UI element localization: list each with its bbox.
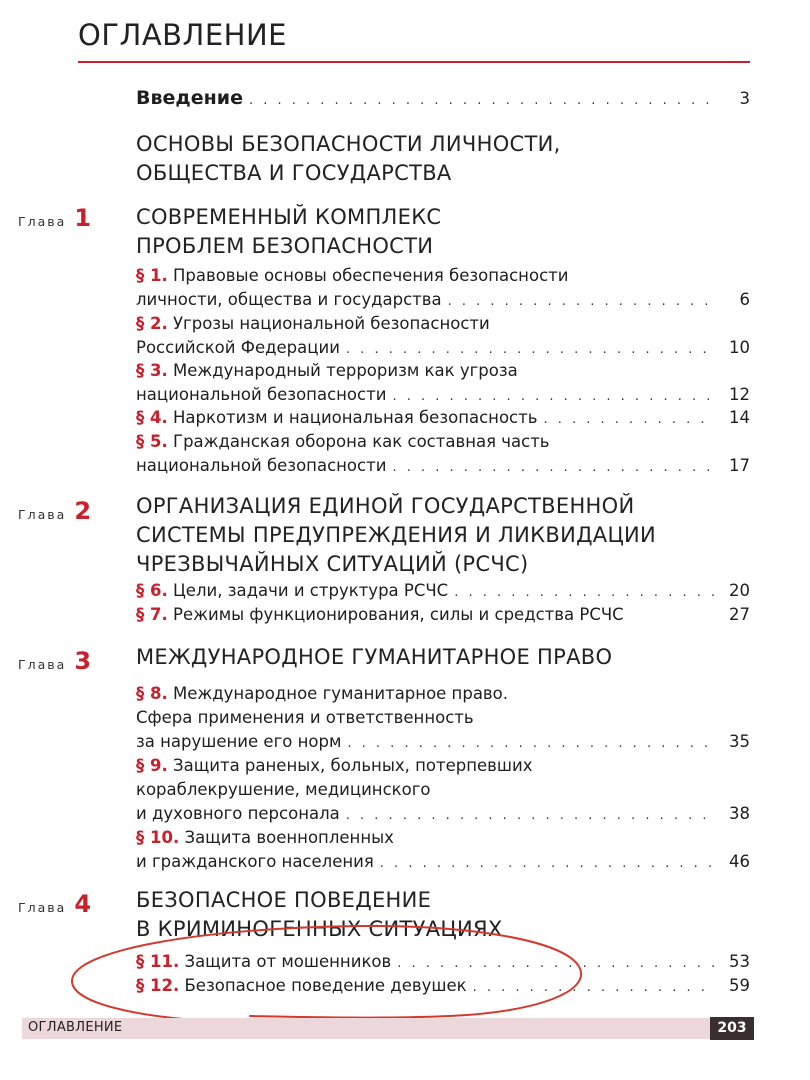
section-text: Защита от мошенников — [184, 952, 392, 971]
page-number: 46 — [729, 852, 750, 871]
chapter-word: Глава — [18, 900, 67, 915]
section-number: § 2. — [136, 314, 168, 333]
chapter-number: 1 — [74, 204, 92, 232]
section-5-line[interactable] — [136, 430, 550, 454]
leader-dots — [347, 732, 716, 756]
section-1-entry[interactable] — [136, 288, 750, 312]
section-number: § 12. — [136, 976, 180, 995]
footer-page-number: 203 — [710, 1017, 754, 1040]
section-4-entry[interactable] — [136, 406, 750, 430]
chapter-tag-3 — [18, 647, 91, 675]
section-7-entry[interactable] — [136, 603, 750, 627]
page-number: 17 — [729, 456, 750, 475]
leader-dots — [543, 408, 716, 432]
section-number: § 8. — [136, 684, 168, 703]
chapter-word: Глава — [18, 657, 67, 672]
chapter-title-line: БЕЗОПАСНОЕ ПОВЕДЕНИЕ — [136, 888, 432, 912]
leader-dots — [454, 581, 716, 605]
section-8-line[interactable]: Сфера применения и ответственность — [136, 708, 474, 727]
section-3-line[interactable] — [136, 359, 518, 383]
part-title-line: ОБЩЕСТВА И ГОСУДАРСТВА — [136, 161, 452, 185]
chapter-title-1[interactable] — [136, 203, 441, 261]
section-12-entry[interactable] — [136, 974, 750, 998]
section-text: Правовые основы обеспечения безопасности — [173, 266, 569, 285]
section-number: § 5. — [136, 432, 168, 451]
section-10-entry[interactable] — [136, 850, 750, 874]
chapter-title-2[interactable] — [136, 492, 656, 579]
section-number: § 9. — [136, 756, 168, 775]
page-number: 20 — [729, 581, 750, 600]
page-number: 3 — [739, 89, 750, 108]
heading-rule — [78, 61, 750, 63]
section-text: Защита военнопленных — [184, 828, 394, 847]
chapter-title-line: ПРОБЛЕМ БЕЗОПАСНОСТИ — [136, 234, 434, 258]
section-2-entry[interactable] — [136, 336, 750, 360]
section-11-entry[interactable] — [136, 950, 750, 974]
section-10-line[interactable] — [136, 826, 394, 850]
page-number: 14 — [729, 408, 750, 427]
chapter-tag-1 — [18, 204, 91, 232]
section-text: национальной безопасности — [136, 456, 387, 475]
section-text: Безопасное поведение девушек — [184, 976, 467, 995]
section-text: за нарушение его норм — [136, 732, 342, 751]
section-8-line[interactable] — [136, 682, 508, 706]
section-number: § 3. — [136, 361, 168, 380]
page-number: 35 — [729, 732, 750, 751]
section-9-line[interactable] — [136, 754, 533, 778]
section-9-line[interactable]: кораблекрушение, медицинского — [136, 780, 431, 799]
page-number: 10 — [729, 338, 750, 357]
section-text: Защита раненых, больных, потерпевших — [173, 756, 533, 775]
footer-bar — [22, 1018, 754, 1039]
chapter-word: Глава — [18, 214, 67, 229]
section-number: § 11. — [136, 952, 180, 971]
leader-dots — [346, 804, 716, 828]
section-6-entry[interactable] — [136, 579, 750, 603]
leader-dots — [397, 952, 716, 976]
chapter-tag-4 — [18, 890, 91, 918]
section-text: Международный терроризм как угроза — [173, 361, 518, 380]
leader-dots — [448, 290, 716, 314]
leader-dots — [380, 852, 716, 876]
section-number: § 7. — [136, 605, 168, 624]
chapter-title-4[interactable] — [136, 886, 503, 944]
section-text: Угрозы национальной безопасности — [173, 314, 490, 333]
chapter-title-line: ЧРЕЗВЫЧАЙНЫХ СИТУАЦИЙ (РСЧС) — [136, 552, 529, 576]
section-text: Гражданская оборона как составная часть — [173, 432, 550, 451]
chapter-title-line: СОВРЕМЕННЫЙ КОМПЛЕКС — [136, 205, 442, 229]
section-text: Международное гуманитарное право. — [173, 684, 508, 703]
page-number: 59 — [729, 976, 750, 995]
section-3-entry[interactable] — [136, 383, 750, 407]
part-title-line: ОСНОВЫ БЕЗОПАСНОСТИ ЛИЧНОСТИ, — [136, 132, 561, 156]
section-8-entry[interactable] — [136, 730, 750, 754]
intro-entry[interactable] — [136, 86, 750, 110]
section-5-entry[interactable] — [136, 454, 750, 478]
section-text: Наркотизм и национальная безопасность — [173, 408, 538, 427]
toc-heading: ОГЛАВЛЕНИЕ — [78, 18, 288, 52]
part-title — [136, 130, 561, 188]
page-number: 6 — [739, 290, 750, 309]
chapter-word: Глава — [18, 507, 67, 522]
section-9-entry[interactable] — [136, 802, 750, 826]
section-text: и духовного персонала — [136, 804, 340, 823]
section-text: Режимы функционирования, силы и средства РСЧС — [173, 605, 624, 624]
section-number: § 4. — [136, 408, 168, 427]
chapter-title-line: СИСТЕМЫ ПРЕДУПРЕЖДЕНИЯ И ЛИКВИДАЦИИ — [136, 523, 657, 547]
section-number: § 1. — [136, 266, 168, 285]
section-number: § 10. — [136, 828, 180, 847]
page-number: 53 — [729, 952, 750, 971]
section-text: Цели, задачи и структура РСЧС — [173, 581, 449, 600]
section-number: § 6. — [136, 581, 168, 600]
chapter-number: 4 — [74, 890, 92, 918]
chapter-tag-2 — [18, 497, 91, 525]
leader-dots — [473, 976, 716, 1000]
chapter-number: 2 — [74, 497, 92, 525]
footer-label: ОГЛАВЛЕНИЕ — [28, 1020, 123, 1035]
chapter-number: 3 — [74, 647, 92, 675]
section-text: Российской Федерации — [136, 338, 340, 357]
chapter-title-line: В КРИМИНОГЕННЫХ СИТУАЦИЯХ — [136, 917, 503, 941]
section-text: и гражданского населения — [136, 852, 374, 871]
section-text: личности, общества и государства — [136, 290, 442, 309]
intro-label: Введение — [136, 87, 243, 109]
section-1-line[interactable] — [136, 264, 568, 288]
chapter-title-3[interactable] — [136, 643, 612, 672]
leader-dots — [249, 89, 716, 113]
page-number: 12 — [729, 385, 750, 404]
page-number: 38 — [729, 804, 750, 823]
chapter-title-line: ОРГАНИЗАЦИЯ ЕДИНОЙ ГОСУДАРСТВЕННОЙ — [136, 494, 635, 518]
section-text: национальной безопасности — [136, 385, 387, 404]
chapter-title-line: МЕЖДУНАРОДНОЕ ГУМАНИТАРНОЕ ПРАВО — [136, 645, 613, 669]
leader-dots — [392, 456, 716, 480]
section-2-line[interactable] — [136, 312, 490, 336]
page-number: 27 — [729, 605, 750, 624]
